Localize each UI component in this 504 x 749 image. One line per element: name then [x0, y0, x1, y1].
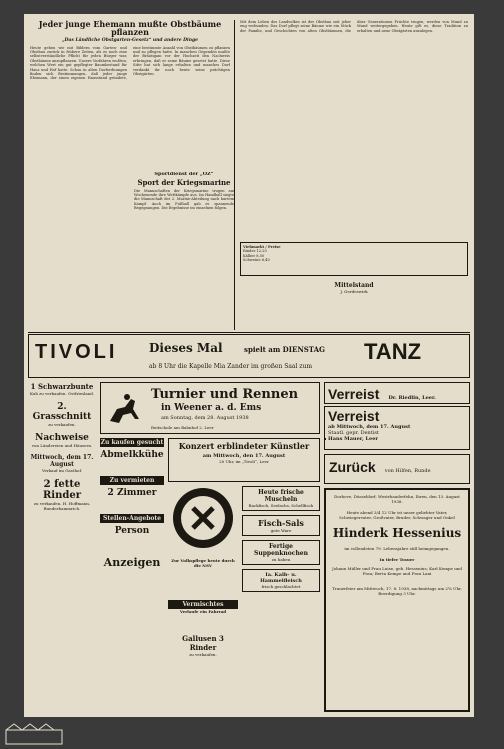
left-ad-1	[28, 382, 96, 396]
rm-ad-4	[242, 569, 320, 592]
center-small-ads	[168, 600, 238, 712]
mittelstand-hidden	[324, 438, 326, 440]
verreist-2-name: Hans Mauer, Leer	[328, 436, 379, 442]
sport-title: Sport der Kriegsmarine	[137, 178, 231, 188]
left-ad-2	[28, 402, 96, 427]
death-mourn: In tiefer Trauer	[379, 557, 415, 562]
article-main	[30, 20, 230, 170]
rm-ad-3-text: zu haben	[271, 557, 291, 562]
verreist-1-title: Verreist	[328, 386, 380, 402]
mittelstand-ad	[240, 280, 468, 330]
tivoli-tanz: TANZ	[364, 339, 422, 364]
sport-body: Die Mannschaften der Kriegsmarine trugen am Wochenende ihre Wettkämpfe aus. Im Handball siegte die Mannschaft der 2. Marine-Abteilung nach hartem Kampf. Auch im Fußball gab es spannende Begegnungen. Die Ergebnisse im einzelnen folgen.	[134, 188, 234, 211]
rm-ad-2-text: gute Ware	[270, 528, 292, 533]
verreist-2-line2: Staatl. gepr. Dentist	[328, 430, 379, 436]
left-ad-5	[28, 479, 96, 511]
newspaper-page	[24, 14, 474, 717]
article-right-body: Mit dem Leben des Landvolkes ist der Obstbau seit jeher eng verbunden. Das Dorf pflegt seine Bäume wie ein Stück der Familie, und Geschichten von alten Obstbäumen, die über Generationen Früchte trugen, werden von Mund zu Mund weitergegeben. Heute gilt es, diese Tradition zu erhalten und neue Obstgärten anzulegen.	[240, 20, 468, 33]
article-right	[240, 20, 468, 240]
rm-ad-4-head: Ia. Kalb- u. Hammelfleisch	[260, 572, 302, 584]
tivoli-ad	[28, 334, 470, 378]
rm-ad-1	[242, 486, 320, 511]
stellen-tag: Stellen-Angebote	[100, 514, 164, 523]
death-funeral: Trauerfeier am Mittwoch, 17. 8. 1938, nachmittags um 2¾ Uhr, Beerdigung 3 Uhr.	[332, 586, 462, 596]
left-ad-4	[28, 454, 96, 473]
turnier-ad	[100, 382, 320, 434]
article-main-body: Heute gehen wir mit Bildern vom Garten- und Obstbau zurück in frühere Zeiten, als es noch eine selbstverständliche Pflicht für jeden Bürger war, Obstbäume anzupflanzen. Unsere Vorfahren wußten, welchen Wert ein gut gepflegter Baumbestand für Haus und Hof hatte. Schon in alten Dorfordnungen finden sich Bestimmungen, daß jeder junge Ehemann, der einen eigenen Hausstand gründete, eine bestimmte Anzahl von Obstbäumen zu pflanzen und zu pflegen hatte. In manchen Gegenden mußte der Bräutigam vor der Hochzeit den Nachweis erbringen, daß er seine Bäume gesetzt hatte. Diese Sitte hat sich lange erhalten und manches Dorf verdankt ihr noch heute seine prächtigen Obstgärten.	[30, 45, 230, 81]
left-ad-2-text: zu verkaufen.	[48, 422, 76, 427]
mittelstand-title: Mittelstand	[334, 282, 374, 289]
left-column-ads	[28, 382, 96, 712]
konzert-time: 20 Uhr, im „Tivoli“, Leer	[219, 459, 269, 464]
right-mid-ads	[242, 486, 320, 712]
konzert-title: Konzert erblindeter Künstler	[178, 441, 310, 451]
tivoli-line2: spielt am DIENSTAG	[244, 345, 326, 354]
left-ad-3-text: von Ländereien und Häusern.	[31, 443, 93, 448]
stats-row-3: Schweine 6,40	[243, 258, 270, 263]
mittelstand-name: J. Gerdeswirk	[340, 289, 368, 294]
left-ad-2-head: 2. Grasschnitt	[32, 402, 92, 422]
turnier-place: in Weener a. d. Ems	[161, 403, 262, 413]
konzert-date: am Mittwoch, den 17. August	[202, 453, 286, 459]
stats-row-1: Rinder 12,20	[243, 249, 267, 254]
nsv-emblem-block	[168, 486, 238, 596]
turnier-sub: Reitschule am Bahnhof 2. Leer	[151, 425, 214, 430]
turnier-date: am Sonntag, dem 28. August 1938	[161, 415, 249, 421]
rm-ad-3-head: Fertige Suppenknochen	[254, 543, 308, 557]
verreist-2-title: Verreist	[328, 408, 380, 424]
stats-row-2: Kälber 8,50	[243, 253, 265, 258]
left-ad-1-head: 1 Schwarzbunte	[30, 382, 94, 391]
rm-ad-4-text: frisch geschlachtet	[261, 584, 301, 589]
konzert-ad	[168, 438, 320, 482]
rm-ad-3	[242, 540, 320, 565]
zurueck-title: Zurück	[329, 459, 376, 475]
left-ad-1-text: Kuh zu verkaufen. Ostfriesland.	[29, 391, 95, 396]
anzeigen-head: Anzeigen	[103, 556, 161, 569]
article-main-subtitle: „Das Ländliche Obstgarten-Gesetz“ und andere Dinge	[61, 37, 199, 43]
sport-kicker: Sportdienst der „OZ“	[154, 172, 214, 177]
column-rule	[234, 20, 235, 330]
zimmer-head: 2 Zimmer	[107, 488, 157, 498]
horizontal-rule	[28, 332, 470, 333]
article-main-title: Jeder junge Ehemann mußte Obstbäume pflanzen	[38, 20, 222, 38]
building-icon	[4, 722, 64, 746]
emblem-text: Zur Volkspflege heute durch die NSV	[171, 558, 235, 568]
death-name: Hinderk Hessenius	[332, 526, 462, 540]
rm-ad-1-head: Heute frische Muscheln	[258, 489, 304, 503]
verreist-ad-2	[324, 406, 470, 450]
verreist-2-line1: ab Mittwoch, dem 17. August	[328, 424, 411, 430]
scan-footer	[0, 718, 504, 749]
abmelkkuehe-head: Abmelkkühe	[100, 450, 164, 460]
sport-section	[134, 172, 234, 332]
zurueck-ad	[324, 454, 470, 484]
zurueck-line: von Hilfen, Runde	[384, 468, 431, 474]
death-intro: Dorhove, Düsseldorf, Westrhauderfehn, Ihren, den 13. August 1938.	[334, 494, 460, 504]
vermischtes-text: Verlaufe ein Fahrrad	[179, 609, 227, 614]
death-text: Heute abend 3/4 12 Uhr ist unser geliebter Vater, Schwiegervater, Großvater, Bruder, Schwager und Onkel	[339, 510, 455, 520]
emblem-icon	[171, 486, 235, 550]
death-notice	[324, 488, 470, 712]
gallusen-text: zu verkaufen.	[189, 652, 217, 657]
horse-rider-icon	[105, 389, 145, 429]
rm-ad-2-head: Fisch-Sals	[258, 518, 304, 528]
verreist-ad-1	[324, 382, 470, 404]
tivoli-name: TIVOLI	[35, 341, 118, 363]
left-ad-5-text: zu verkaufen. H. Hoffmann, Bunderhammrich.	[33, 501, 91, 511]
death-age: im vollendeten 79. Lebensjahre still heimgegangen.	[344, 546, 450, 551]
gallusen-head: Gallusen 3 Rinder	[182, 634, 224, 652]
vermischtes-tag: Vermischtes	[168, 600, 238, 609]
turnier-title: Turnier und Rennen	[151, 387, 299, 402]
tivoli-line3: ab 8 Uhr die Kapelle Mia Zander im großen Saal zum	[149, 363, 313, 370]
rm-ad-1-text: Backfisch, Seelachs, Schellfisch	[248, 503, 314, 508]
mid-column-ads	[100, 438, 164, 712]
zu-kaufen-tag: Zu kaufen gesucht	[100, 439, 164, 446]
left-ad-3-head: Nachweise	[35, 433, 89, 443]
rm-ad-2	[242, 515, 320, 536]
left-ad-4-text: Verkauf im Gasthof.	[41, 468, 83, 473]
stats-box	[240, 242, 468, 276]
person-head: Person	[114, 526, 150, 536]
stats-title: Viehmarkt / Preise	[243, 245, 281, 249]
left-ad-3	[28, 433, 96, 448]
tivoli-line1: Dieses Mal	[149, 341, 223, 355]
left-ad-5-head: 2 fette Rinder	[42, 479, 81, 501]
verreist-1-name: Dr. Riedlin, Leer.	[388, 395, 436, 401]
zu-vermieten-tag: Zu vermieten	[100, 476, 164, 485]
death-family: Johann Müller und Frau Luise, geb. Hessenius; Karl Kempe und Frau; Berta Kempe und Frau Lani	[332, 566, 462, 576]
left-ad-4-head: Mittwoch, dem 17. August	[30, 454, 94, 468]
